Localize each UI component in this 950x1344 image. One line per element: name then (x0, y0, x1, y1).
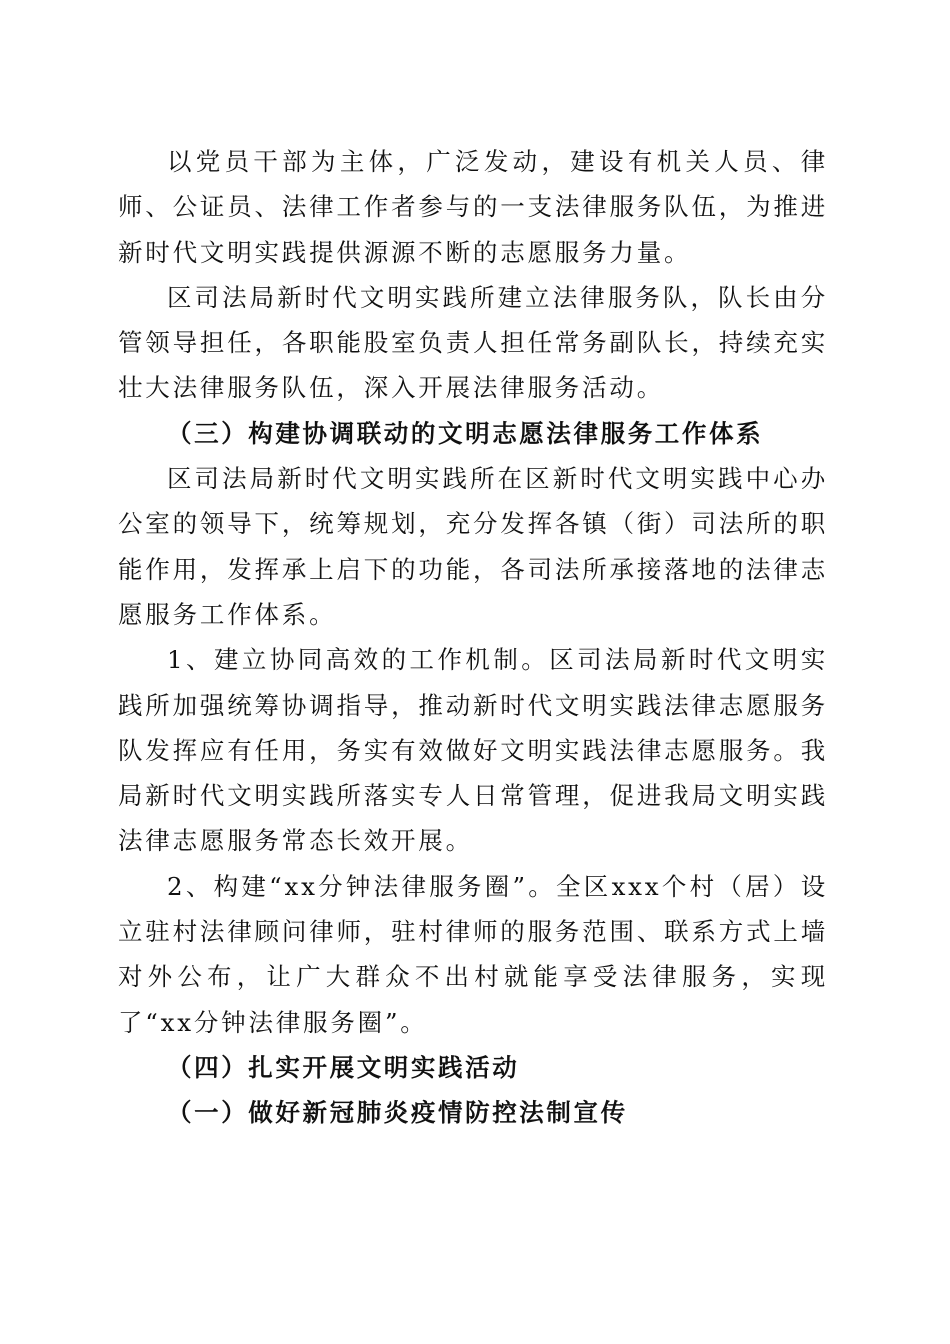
paragraph-item-two: 2、构建“xx分钟法律服务圈”。全区xxx个村（居）设立驻村法律顾问律师，驻村律师的服务范围、联系方式上墙对外公布，让广大群众不出村就能享受法律服务，实现了“xx分钟法律服务圈”。 (118, 871, 828, 1037)
paragraph-work-system: 区司法局新时代文明实践所在区新时代文明实践中心办公室的领导下，统筹规划，充分发挥各镇（街）司法所的职能作用，发挥承上启下的功能，各司法所承接落地的法律志愿服务工作体系。 (118, 464, 828, 629)
section-heading-one: （一）做好新冠肺炎疫情防控法制宣传 (167, 1098, 628, 1128)
section-heading-four: （四）扎实开展文明实践活动 (167, 1052, 520, 1082)
document-body (118, 139, 828, 1136)
paragraph-legal-team-composition: 以党员干部为主体，广泛发动，建设有机关人员、律师、公证员、法律工作者参与的一支法律服务队伍，为推进新时代文明实践提供源源不断的志愿服务力量。 (118, 147, 828, 267)
paragraph-item-one: 1、建立协同高效的工作机制。区司法局新时代文明实践所加强统筹协调指导，推动新时代文明实践法律志愿服务队发挥应有任用，务实有效做好文明实践法律志愿服务。我局新时代文明实践所落实专人日常管理，促进我局文明实践法律志愿服务常态长效开展。 (118, 645, 828, 856)
section-heading-three: （三）构建协调联动的文明志愿法律服务工作体系 (167, 418, 764, 448)
paragraph-legal-service-team: 区司法局新时代文明实践所建立法律服务队，队长由分管领导担任，各职能股室负责人担任常务副队长，持续充实壮大法律服务队伍，深入开展法律服务活动。 (118, 282, 828, 403)
